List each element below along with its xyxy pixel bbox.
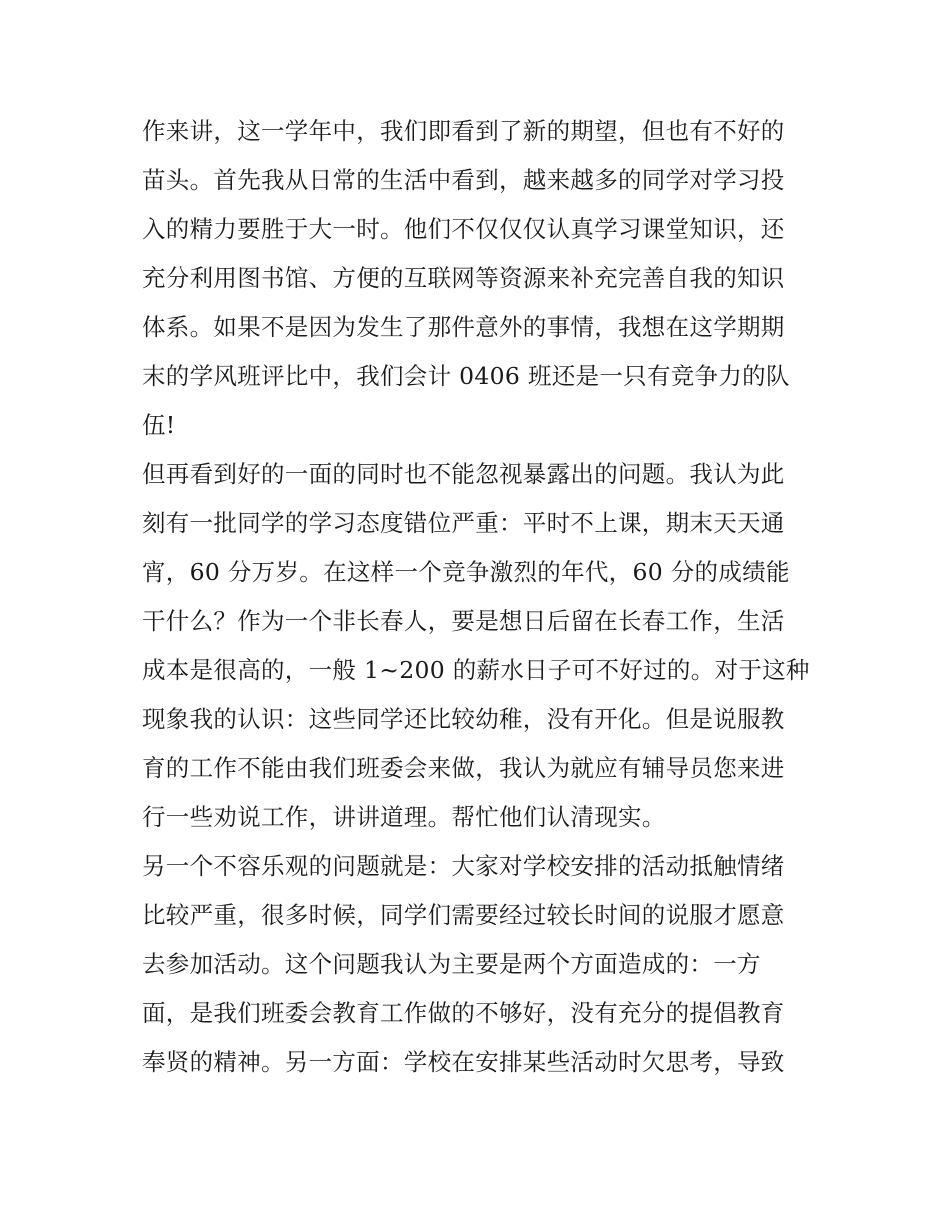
text-line: 现象我的认识：这些同学还比较幼稚，没有开化。但是说服教 [142, 705, 785, 733]
text-line: 面，是我们班委会教育工作做的不够好，没有充分的提倡教育 [142, 999, 785, 1027]
text-line: 伍! [142, 411, 176, 439]
text-line: 干什么？作为一个非长春人，要是想日后留在长春工作，生活 [142, 607, 785, 635]
text-line: 苗头。首先我从日常的生活中看到，越来越多的同学对学习投 [142, 166, 785, 194]
text-line: 宵，60 分万岁。在这样一个竞争激烈的年代，60 分的成绩能 [142, 558, 790, 586]
text-line: 体系。如果不是因为发生了那件意外的事情，我想在这学期期 [142, 313, 785, 341]
text-line: 刻有一批同学的学习态度错位严重：平时不上课，期末天天通 [142, 509, 785, 537]
text-line: 去参加活动。这个问题我认为主要是两个方面造成的：一方 [142, 950, 761, 978]
text-line: 奉贤的精神。另一方面：学校在安排某些活动时欠思考，导致 [142, 1048, 785, 1076]
text-line: 作来讲，这一学年中，我们即看到了新的期望，但也有不好的 [142, 117, 785, 145]
text-line: 成本是很高的，一般 1~200 的薪水日子可不好过的。对于这种 [142, 656, 810, 684]
text-line: 比较严重，很多时候，同学们需要经过较长时间的说服才愿意 [142, 901, 785, 929]
text-line: 行一些劝说工作，讲讲道理。帮忙他们认清现实。 [142, 803, 666, 831]
text-line: 入的精力要胜于大一时。他们不仅仅仅认真学习课堂知识，还 [142, 215, 785, 243]
text-line: 末的学风班评比中，我们会计 0406 班还是一只有竞争力的队 [142, 362, 790, 390]
text-line: 另一个不容乐观的问题就是：大家对学校安排的活动抵触情绪 [142, 852, 785, 880]
text-line: 充分利用图书馆、方便的互联网等资源来补充完善自我的知识 [142, 264, 785, 292]
text-line: 育的工作不能由我们班委会来做，我认为就应有辅导员您来进 [142, 754, 785, 782]
text-line: 但再看到好的一面的同时也不能忽视暴露出的问题。我认为此 [142, 460, 785, 488]
body-text [142, 107, 832, 1087]
